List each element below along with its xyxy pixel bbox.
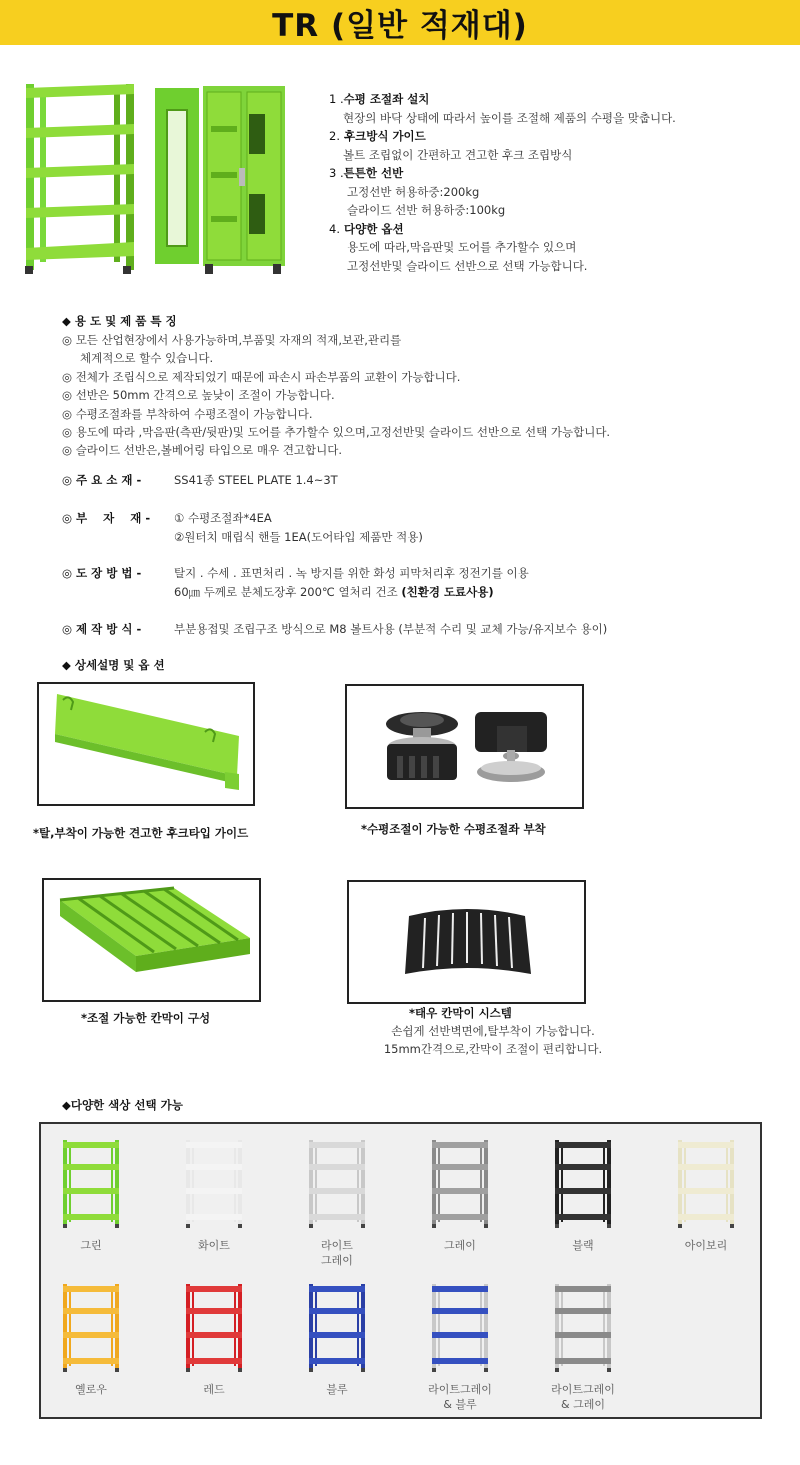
feature-number: 1 . xyxy=(329,92,344,106)
usage-item: ◎ 용도에 따라 ,막음판(측판/뒷판)및 도어를 추가할수 있으며,고정선반및 슬라이드 선반으로 선택 가능합니다. xyxy=(62,425,611,440)
color-name: 레드 xyxy=(203,1383,225,1396)
usage-item: ◎ 선반은 50mm 간격으로 높낮이 조절이 가능합니다. xyxy=(62,388,335,403)
shelf-icon xyxy=(61,1282,121,1374)
spec-value: SS41종 STEEL PLATE 1.4~3T xyxy=(174,473,338,487)
color-swatch[interactable] xyxy=(533,1138,633,1253)
spec-label: ◎ 도 장 방 법 - xyxy=(62,566,142,580)
title-banner xyxy=(0,0,800,45)
spec-manufacturing xyxy=(62,620,782,639)
taewoo-divider-image xyxy=(349,882,584,1002)
detail-heading: ◆ 상세설명 및 옵 션 xyxy=(62,658,165,672)
spec-material xyxy=(62,471,782,490)
color-swatch[interactable] xyxy=(656,1138,756,1253)
usage-item: 체계적으로 할수 있습니다. xyxy=(80,351,214,366)
usage-item: ◎ 수평조절좌를 부착하여 수평조절이 가능합니다. xyxy=(62,406,313,421)
caption-sub-line: 15mm간격으로,칸막이 조절이 편리합니다. xyxy=(383,1042,603,1056)
spec-value: 부분용접및 조립구조 방식으로 M8 볼트사용 (부분적 수리 및 교체 가능/유지보수 용이) xyxy=(174,622,608,636)
shelf-icon xyxy=(553,1138,613,1230)
color-options-panel xyxy=(39,1122,762,1419)
caption-divider-tray: *조절 가능한 칸막이 구성 xyxy=(81,1011,211,1025)
spec-label: ◎ 제 작 방 식 - xyxy=(62,622,142,636)
usage-list xyxy=(62,331,782,460)
feature-line: 용도에 따라,막음판및 도어를 추가할수 있으며 xyxy=(347,240,577,254)
color-swatch[interactable] xyxy=(533,1282,633,1412)
shelf-icon xyxy=(307,1138,367,1230)
feature-item xyxy=(329,220,789,276)
color-name: 라이트 그레이 xyxy=(321,1239,353,1267)
spec-value: ②원터치 매립식 핸들 1EA(도어타입 제품만 적용) xyxy=(174,529,423,544)
caption-hook-guide: *탈,부착이 가능한 견고한 후크타입 가이드 xyxy=(33,826,249,840)
feature-title: 튼튼한 선반 xyxy=(343,166,404,180)
spec-label: ◎ 주 요 소 재 - xyxy=(62,473,142,487)
feature-line: 슬라이드 선반 허용하중:100kg xyxy=(347,203,506,217)
usage-item: ◎ 슬라이드 선반은,볼베어링 타입으로 매우 견고합니다. xyxy=(62,443,343,458)
feature-item xyxy=(329,127,789,164)
spec-parts xyxy=(62,509,782,546)
door-cabinet-image xyxy=(155,84,287,278)
caption-leveling-foot: *수평조절이 가능한 수평조절좌 부착 xyxy=(361,822,546,836)
spec-painting xyxy=(62,564,782,601)
color-name: 라이트그레이 & 블루 xyxy=(428,1383,492,1411)
page-title: TR (일반 적재대) xyxy=(272,8,528,44)
shelf-icon xyxy=(307,1282,367,1374)
color-name: 옐로우 xyxy=(75,1383,107,1396)
color-swatch[interactable] xyxy=(41,1138,141,1253)
spec-value: 탈지 . 수세 . 표면처리 . 녹 방지를 위한 화성 피막처리후 정전기를 이용 xyxy=(174,566,529,580)
color-swatch[interactable] xyxy=(41,1282,141,1397)
feature-line: 고정선반및 슬라이드 선반으로 선택 가능합니다. xyxy=(347,258,588,273)
color-swatch[interactable] xyxy=(410,1138,510,1253)
feature-line: 볼트 조립없이 간편하고 견고한 후크 조립방식 xyxy=(343,147,573,162)
spec-value: 60㎛ 두께로 분체도장후 200℃ 열처리 건조 xyxy=(174,584,402,599)
leveling-foot-image xyxy=(347,686,582,807)
spec-label: ◎ 부 자 재 - xyxy=(62,511,151,525)
feature-line: 고정선반 허용하중:200kg xyxy=(347,184,480,199)
caption-taewoo-divider: *태우 칸막이 시스템 xyxy=(409,1006,512,1020)
color-swatch[interactable] xyxy=(410,1282,510,1412)
feature-title: 후크방식 가이드 xyxy=(344,129,426,143)
color-name: 그레이 xyxy=(444,1239,476,1252)
color-name: 라이트그레이 & 그레이 xyxy=(551,1383,615,1411)
feature-list xyxy=(329,90,789,275)
shelf-icon xyxy=(676,1138,736,1230)
feature-number: 2. xyxy=(329,129,340,143)
feature-line: 현장의 바닥 상태에 따라서 높이를 조절해 제품의 수평을 맞춥니다. xyxy=(343,110,676,125)
usage-heading: ◆ 용 도 및 제 품 특 징 xyxy=(62,314,177,328)
caption-sub xyxy=(366,1022,620,1058)
caption-sub-line: 손쉽게 선반벽면에,탈부착이 가능합니다. xyxy=(391,1024,595,1038)
usage-item: ◎ 모든 산업현장에서 사용가능하며,부품및 자재의 적재,보관,관리를 xyxy=(62,333,402,347)
feature-title: 수평 조절좌 설치 xyxy=(343,92,430,106)
color-name: 블루 xyxy=(326,1383,348,1396)
color-swatch[interactable] xyxy=(287,1282,387,1397)
taewoo-divider-box xyxy=(347,880,586,1004)
color-name: 화이트 xyxy=(198,1239,230,1252)
spec-highlight: (친환경 도료사용) xyxy=(401,584,494,599)
hook-guide-image xyxy=(39,684,253,804)
color-swatch[interactable] xyxy=(164,1138,264,1253)
feature-number: 4. xyxy=(329,221,340,236)
color-heading: ◆다양한 색상 선택 가능 xyxy=(62,1098,183,1112)
divider-tray-box xyxy=(42,878,261,1002)
usage-item: ◎ 전체가 조립식으로 제작되었기 때문에 파손시 파손부품의 교환이 가능합니다. xyxy=(62,369,461,384)
leveling-foot-box xyxy=(345,684,584,809)
color-name: 블랙 xyxy=(572,1239,594,1252)
shelf-icon xyxy=(430,1282,490,1374)
shelf-icon xyxy=(184,1138,244,1230)
shelf-icon xyxy=(553,1282,613,1374)
feature-number: 3 . xyxy=(329,166,344,180)
color-swatch[interactable] xyxy=(164,1282,264,1397)
shelf-icon xyxy=(430,1138,490,1230)
spec-value: ① 수평조절좌*4EA xyxy=(174,511,272,525)
divider-tray-image xyxy=(44,880,259,1000)
hook-guide-box xyxy=(37,682,255,806)
feature-item xyxy=(329,90,789,127)
open-shelf-image xyxy=(22,80,140,278)
shelf-icon xyxy=(61,1138,121,1230)
feature-title: 다양한 옵션 xyxy=(344,221,404,236)
shelf-icon xyxy=(184,1282,244,1374)
color-name: 그린 xyxy=(80,1239,102,1252)
feature-item xyxy=(329,164,789,220)
color-swatch[interactable] xyxy=(287,1138,387,1268)
color-name: 아이보리 xyxy=(684,1239,728,1252)
